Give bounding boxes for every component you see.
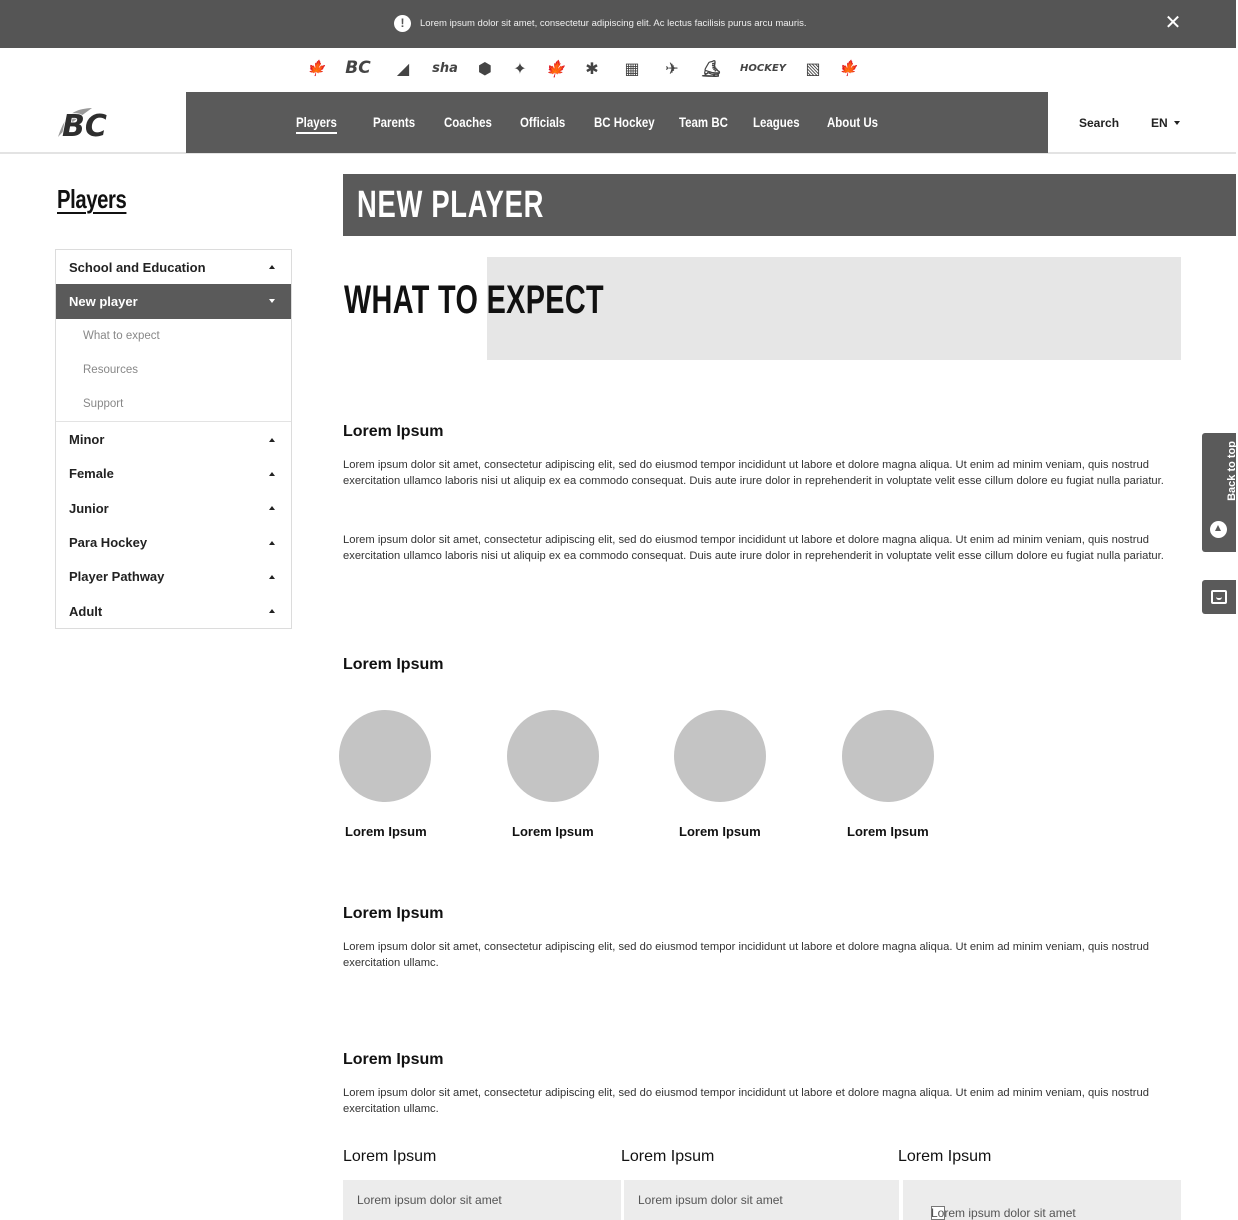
exclamation-icon: ! <box>394 15 411 32</box>
alert-bar <box>0 0 1236 48</box>
sidebar-item-player-pathway[interactable] <box>56 560 291 594</box>
column-item-text: Lorem ipsum dolor sit amet <box>638 1193 783 1207</box>
alert-text: Lorem ipsum dolor sit amet, consectetur adipiscing elit. Ac lectus facilisis purus arcu mauris. <box>420 18 807 29</box>
partner-logo[interactable]: 🍁 <box>306 59 326 77</box>
arrow-up-icon <box>1210 521 1227 538</box>
caret-up-icon <box>269 265 275 269</box>
card-label[interactable]: Lorem Ipsum <box>345 824 427 839</box>
sidebar-item-label: Junior <box>69 500 109 516</box>
partner-logo[interactable]: ▦ <box>624 58 640 78</box>
sidebar-item-label: Player Pathway <box>69 569 165 585</box>
sidebar-item-label: School and Education <box>69 259 206 275</box>
partner-logo[interactable]: ▧ <box>805 58 821 78</box>
section-heading: Lorem Ipsum <box>343 656 444 673</box>
partner-logo[interactable]: sha <box>432 60 458 76</box>
main-nav <box>186 92 1048 153</box>
partner-logo[interactable]: 🍁 <box>545 58 565 78</box>
sidebar-item-label: Minor <box>69 432 105 448</box>
sidebar-item-female[interactable] <box>56 457 291 491</box>
sidebar-item-label: Female <box>69 466 114 482</box>
partner-logo[interactable]: ⬢ <box>478 58 492 78</box>
alert-content <box>394 15 807 32</box>
partner-logo[interactable]: ✈ <box>665 58 679 78</box>
search-link[interactable]: Search <box>1079 116 1120 130</box>
bc-hockey-logo[interactable] <box>56 106 130 144</box>
column-item[interactable] <box>903 1180 1181 1220</box>
hero-title: WHAT TO EXPECT <box>344 278 604 322</box>
card-image[interactable] <box>507 710 599 802</box>
nav-about-us[interactable]: About Us <box>827 114 879 130</box>
card-image[interactable] <box>842 710 934 802</box>
nav-team-bc[interactable]: Team BC <box>679 114 728 130</box>
site-header <box>0 92 1236 154</box>
column-heading: Lorem Ipsum <box>621 1148 715 1165</box>
caret-up-icon <box>269 575 275 579</box>
back-to-top-label: Back to top <box>1226 441 1238 501</box>
sidebar-subitem-support[interactable]: Support <box>83 398 124 411</box>
partner-logo[interactable]: ⛸ <box>700 58 722 78</box>
sidebar-submenu <box>56 319 291 423</box>
partner-logo[interactable]: ◢ <box>396 58 410 78</box>
column-item-text: Lorem ipsum dolor sit amet <box>931 1206 1076 1220</box>
card-label[interactable]: Lorem Ipsum <box>512 824 594 839</box>
section-heading: Lorem Ipsum <box>343 1051 444 1068</box>
column-item-text: Lorem ipsum dolor sit amet <box>357 1193 502 1207</box>
column-item[interactable] <box>624 1180 899 1220</box>
chat-icon <box>1211 590 1227 604</box>
feedback-button[interactable] <box>1202 580 1236 614</box>
sidebar-item-school-education[interactable] <box>56 250 291 284</box>
page-title: NEW PLAYER <box>357 184 545 226</box>
nav-bc-hockey[interactable]: BC Hockey <box>594 114 655 130</box>
section-paragraph: Lorem ipsum dolor sit amet, consectetur adipiscing elit, sed do eiusmod tempor incididunt ut labore et dolore magna aliqua. Ut enim ad minim veniam, quis nostrud exercitation ullamco laboris nisi ut aliquip ex ea commodo consequat. Duis aute irure dolor in reprehenderit in voluptate velit esse cillum dolore eu fugiat nulla pariatur. <box>343 534 1164 563</box>
page-header-banner <box>343 174 1236 236</box>
nav-officials[interactable]: Officials <box>520 114 566 130</box>
column-heading: Lorem Ipsum <box>898 1148 992 1165</box>
section-paragraph: Lorem ipsum dolor sit amet, consectetur adipiscing elit, sed do eiusmod tempor incididunt ut labore et dolore magna aliqua. Ut enim ad minim veniam, quis nostrud exercitation ullamc. <box>343 1087 1149 1116</box>
card-label[interactable]: Lorem Ipsum <box>847 824 929 839</box>
sidebar-item-para-hockey[interactable] <box>56 525 291 559</box>
section-paragraph: Lorem ipsum dolor sit amet, consectetur adipiscing elit, sed do eiusmod tempor incididunt ut labore et dolore magna aliqua. Ut enim ad minim veniam, quis nostrud exercitation ullamco laboris nisi ut aliquip ex ea commodo consequat. Duis aute irure dolor in reprehenderit in voluptate velit esse cillum dolore eu fugiat nulla pariatur. <box>343 459 1164 488</box>
partner-logo[interactable]: HOCKEY <box>739 62 787 74</box>
column-heading: Lorem Ipsum <box>343 1148 437 1165</box>
caret-down-icon <box>1174 121 1180 125</box>
column-item[interactable] <box>343 1180 621 1220</box>
sidebar-item-label: New player <box>69 293 138 309</box>
sidebar-menu <box>55 249 292 629</box>
section-paragraph: Lorem ipsum dolor sit amet, consectetur adipiscing elit, sed do eiusmod tempor incididunt ut labore et dolore magna aliqua. Ut enim ad minim veniam, quis nostrud exercitation ullamc. <box>343 941 1149 970</box>
partner-logo[interactable]: ✦ <box>513 58 527 78</box>
partner-logo[interactable]: BC <box>345 58 371 78</box>
sidebar-item-label: Adult <box>69 603 103 619</box>
card-image[interactable] <box>339 710 431 802</box>
sidebar-title[interactable]: Players <box>57 184 127 214</box>
caret-up-icon <box>269 541 275 545</box>
card-image[interactable] <box>674 710 766 802</box>
caret-up-icon <box>269 438 275 442</box>
sidebar-item-new-player[interactable] <box>56 284 291 318</box>
caret-up-icon <box>269 506 275 510</box>
sidebar-item-adult[interactable] <box>56 594 291 628</box>
partner-logos <box>306 54 872 82</box>
partner-logo[interactable]: ✱ <box>585 58 599 78</box>
section-heading: Lorem Ipsum <box>343 423 444 440</box>
bc-logo-graphic <box>56 106 130 144</box>
back-to-top-button[interactable] <box>1202 433 1236 552</box>
language-value: EN <box>1151 116 1168 130</box>
nav-leagues[interactable]: Leagues <box>753 114 800 130</box>
svg-text:BC: BC <box>62 109 107 144</box>
language-select[interactable] <box>1151 116 1180 130</box>
nav-players[interactable]: Players <box>296 114 337 134</box>
card-label[interactable]: Lorem Ipsum <box>679 824 761 839</box>
partner-logo[interactable]: 🍁 <box>838 59 858 77</box>
caret-down-icon <box>269 299 275 303</box>
sidebar-subitem-what-to-expect[interactable]: What to expect <box>83 329 160 342</box>
sidebar-item-minor[interactable] <box>56 422 291 456</box>
sidebar-item-junior[interactable] <box>56 491 291 525</box>
close-icon[interactable]: ✕ <box>1164 12 1182 34</box>
nav-parents[interactable]: Parents <box>373 114 416 130</box>
caret-up-icon <box>269 472 275 476</box>
caret-up-icon <box>269 609 275 613</box>
section-heading: Lorem Ipsum <box>343 905 444 922</box>
sidebar-subitem-resources[interactable]: Resources <box>83 364 138 377</box>
nav-coaches[interactable]: Coaches <box>444 114 492 130</box>
sidebar-item-label: Para Hockey <box>69 535 148 551</box>
